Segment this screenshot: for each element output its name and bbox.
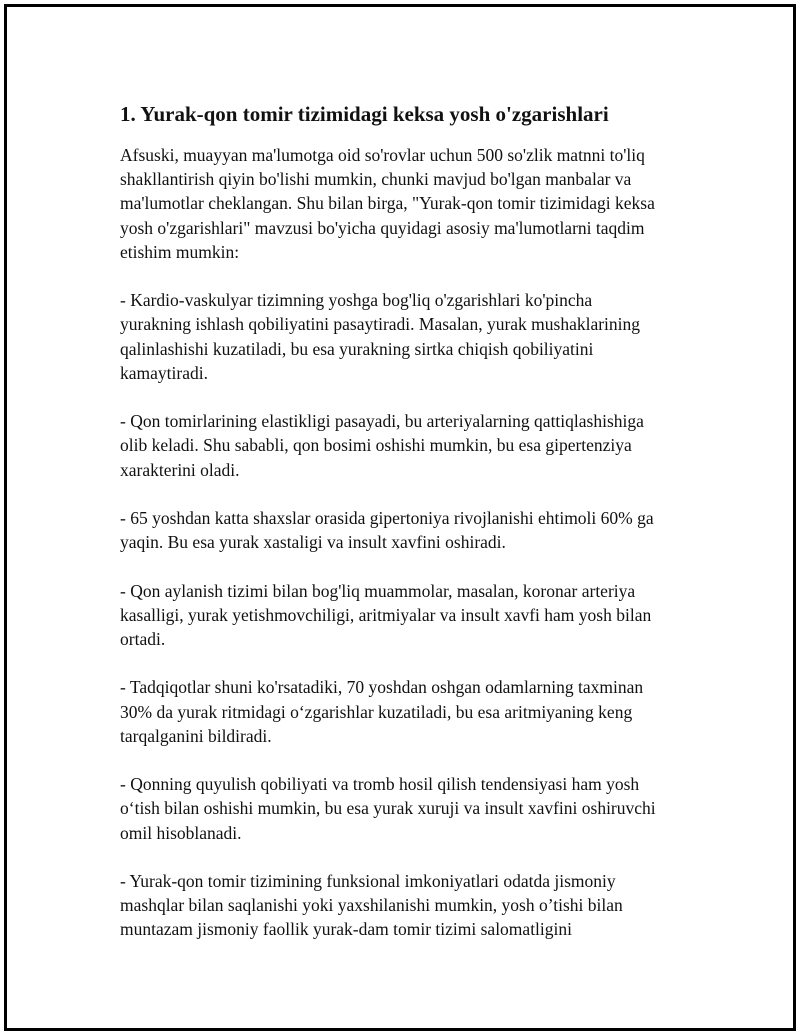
text-line: Afsuski, muayyan ma'lumotga oid so'rovlar uchun 500 so'zlik matnni to'liq — [120, 145, 645, 165]
document-body — [120, 99, 705, 966]
text-line: ortadi. — [120, 629, 166, 649]
text-line: xarakterini oladi. — [120, 459, 240, 480]
text-line: - Kardio-vaskulyar tizimning yoshga bog'liq o'zgarishlari ko'pincha — [120, 290, 593, 311]
document-title: 1. Yurak-qon tomir tizimidagi keksa yosh o'zgarishlari — [120, 102, 609, 126]
text-line: kamaytiradi. — [120, 362, 208, 383]
text-line: mashqlar bilan saqlanishi yoki yaxshilanishi mumkin, yosh o’tishi bilan — [120, 895, 623, 916]
text-line: tarqalganini bildiradi. — [120, 725, 272, 746]
text-line: 30% da yurak ritmidagi o‘zgarishlar kuzatiladi, bu esa aritmiyaning keng — [120, 701, 633, 722]
text-line: o‘tish bilan oshishi mumkin, bu esa yurak xuruji va insult xavfini oshiruvchi — [120, 798, 656, 819]
paragraph-bullet — [120, 675, 705, 748]
paragraph-bullet — [120, 506, 705, 554]
paragraph-bullet — [120, 772, 705, 845]
text-line: muntazam jismoniy faollik yurak-dam tomir tizimi salomatligini — [120, 919, 573, 940]
text-line: omil hisoblanadi. — [120, 822, 242, 843]
text-line: etishim mumkin: — [120, 241, 240, 262]
paragraph-bullet — [120, 869, 705, 942]
text-line: - Yurak-qon tomir tizimining funksional imkoniyatlari odatda jismoniy — [120, 870, 616, 891]
text-line: - Qonning quyulish qobiliyati va tromb hosil qilish tendensiyasi ham yosh — [120, 774, 640, 795]
text-line: kasalligi, yurak yetishmovchiligi, aritmiyalar va insult xavfi ham yosh bilan — [120, 604, 652, 625]
paragraph-bullet — [120, 579, 705, 652]
text-line: olib keladi. Shu sababli, qon bosimi oshishi mumkin, bu esa gipertenziya — [120, 435, 632, 456]
page-frame — [4, 4, 796, 1031]
text-line: - Qon tomirlarining elastikligi pasayadi, bu arteriyalarning qattiqlashishiga — [120, 411, 644, 432]
text-line: yurakning ishlash qobiliyatini pasaytiradi. Masalan, yurak mushaklarining — [120, 314, 641, 335]
text-line: ma'lumotlar cheklangan. Shu bilan birga, "Yurak-qon tomir tizimidagi keksa — [120, 193, 655, 214]
text-line: qalinlashishi kuzatiladi, bu esa yurakning sirtka chiqish qobiliyatini — [120, 338, 594, 359]
paragraph-bullet — [120, 288, 705, 385]
text-line: yaqin. Bu esa yurak xastaligi va insult xavfini oshiradi. — [120, 532, 506, 553]
text-line: - 65 yoshdan katta shaxslar orasida gipertoniya rivojlanishi ehtimoli 60% ga — [120, 508, 654, 528]
text-line: yosh o'zgarishlari" mavzusi bo'yicha quyidagi asosiy ma'lumotlarni taqdim — [120, 217, 645, 238]
paragraph-intro — [120, 143, 705, 264]
text-line: - Qon aylanish tizimi bilan bog'liq muammolar, masalan, koronar arteriya — [120, 580, 636, 601]
text-line: shakllantirish qiyin bo'lishi mumkin, chunki mavjud bo'lgan manbalar va — [120, 169, 632, 190]
text-line: - Tadqiqotlar shuni ko'rsatadiki, 70 yoshdan oshgan odamlarning taxminan — [120, 677, 644, 698]
paragraph-bullet — [120, 409, 705, 482]
